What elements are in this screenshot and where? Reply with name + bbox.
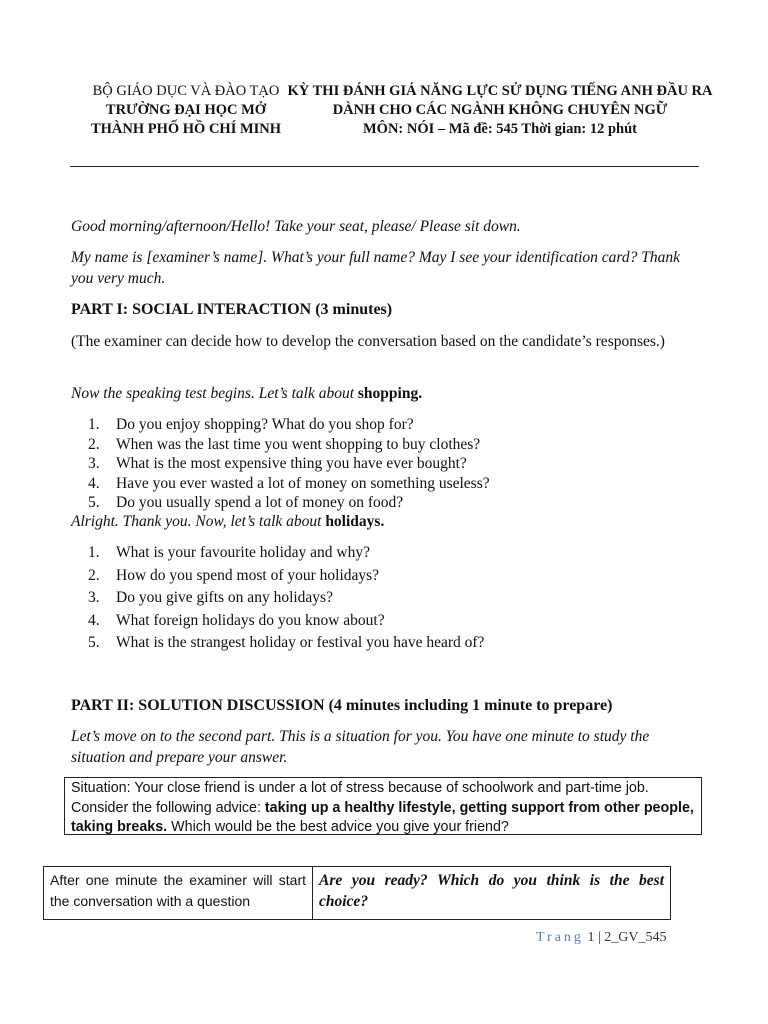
- part1-heading: PART I: SOCIAL INTERACTION (3 minutes): [71, 301, 393, 318]
- topic2-lead: Alright. Thank you. Now, let’s talk about: [71, 513, 326, 530]
- topic2-name: holidays.: [325, 513, 385, 530]
- city-name: THÀNH PHỐ HỒ CHÍ MINH: [90, 121, 282, 137]
- footer-code: 2_GV_545: [604, 930, 667, 945]
- list-item: 1. Do you enjoy shopping? What do you shop for?: [88, 416, 414, 433]
- topic1-questions: [71, 415, 701, 513]
- part2-heading: PART II: SOLUTION DISCUSSION (4 minutes including 1 minute to prepare): [71, 697, 613, 714]
- list-item: 1. What is your favourite holiday and why?: [88, 544, 370, 561]
- footer-label: Trang: [536, 930, 584, 945]
- situation-question: Which would be the best advice you give your friend?: [167, 819, 509, 835]
- exam-subject-line: MÔN: NÓI – Mã đề: 545 Thời gian: 12 phút: [362, 121, 638, 137]
- topic2-questions: [71, 542, 701, 655]
- greeting-text: Good morning/afternoon/Hello! Take your seat, please/ Please sit down.: [71, 218, 521, 235]
- institution-header: [66, 82, 306, 139]
- examiner-question-cell: Are you ready? Which do you think is the best choice?: [319, 872, 664, 910]
- exam-header: [280, 82, 720, 139]
- part1-note: (The examiner can decide how to develop the conversation based on the candidate’s responses.): [71, 333, 665, 350]
- page-footer: [536, 930, 666, 946]
- list-item: 4. Have you ever wasted a lot of money on something useless?: [88, 474, 490, 492]
- list-item: 2. When was the last time you went shopping to buy clothes?: [88, 435, 481, 453]
- list-item: 3. Do you give gifts on any holidays?: [88, 589, 333, 606]
- list-item: 3. What is the most expensive thing you have ever bought?: [88, 455, 467, 472]
- list-item: 2. How do you spend most of your holidays?: [88, 566, 380, 584]
- situation-text: Situation: Your close friend is under a lot of stress because of schoolwork and part-time job. Consider the following advice:: [71, 780, 649, 816]
- topic1-lead: Now the speaking test begins. Let’s talk about: [71, 385, 358, 402]
- exam-subtitle: DÀNH CHO CÁC NGÀNH KHÔNG CHUYÊN NGỮ: [332, 102, 668, 118]
- examiner-table: [43, 866, 671, 920]
- situation-advice: taking up a healthy lifestyle, getting support from other people, taking breaks.: [71, 799, 694, 835]
- footer-page-number: 1: [587, 930, 595, 945]
- university-name: TRƯỜNG ĐẠI HỌC MỞ: [105, 102, 267, 118]
- topic2-intro: [71, 511, 701, 532]
- list-item: 5. Do you usually spend a lot of money on food?: [88, 494, 404, 511]
- header-divider: [70, 166, 699, 167]
- part2-instruction: Let’s move on to the second part. This is a situation for you. You have one minute to study the situation and prepare your answer.: [71, 728, 650, 766]
- footer-separator: |: [594, 930, 605, 945]
- ministry-name: BỘ GIÁO DỤC VÀ ĐÀO TẠO: [92, 83, 280, 99]
- topic1-name: shopping.: [357, 385, 423, 402]
- list-item: 5. What is the strangest holiday or festival you have heard of?: [88, 634, 485, 651]
- exam-title: KỲ THI ĐÁNH GIÁ NĂNG LỰC SỬ DỤNG TIẾNG ANH ĐẦU RA: [287, 83, 713, 99]
- topic1-intro: [71, 383, 701, 404]
- list-item: 4. What foreign holidays do you know about?: [88, 611, 385, 629]
- name-request-text: My name is [examiner’s name]. What’s your full name? May I see your identification card? Thank you very much.: [71, 249, 680, 287]
- examiner-instruction-cell: After one minute the examiner will start the conversation with a question: [44, 867, 313, 919]
- situation-box: [64, 777, 702, 835]
